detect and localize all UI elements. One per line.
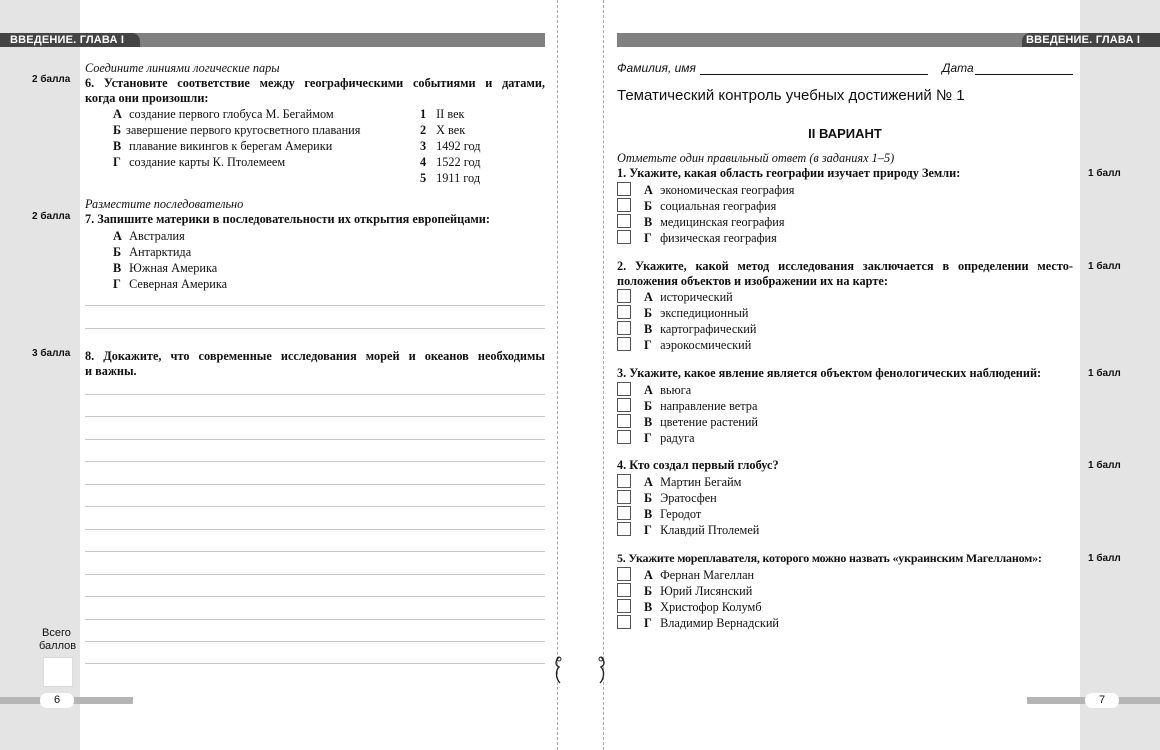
- question-6-title-line2: когда они произошли:: [85, 91, 209, 105]
- question-8-title-line2: и важны.: [85, 364, 137, 378]
- q2-option-b: Б экспедиционный: [644, 306, 749, 320]
- answer-checkbox[interactable]: [617, 567, 631, 581]
- answer-line[interactable]: [85, 596, 545, 597]
- q1-option-c: В медицинская география: [644, 215, 785, 229]
- q6-date-3: 3 1492 год: [420, 139, 481, 153]
- q2-option-d: Г аэрокосмический: [644, 338, 752, 352]
- question-7-title: 7. Запишите материки в последовательности их открытия европейцами:: [85, 212, 490, 226]
- answer-checkbox[interactable]: [617, 599, 631, 613]
- q4-option-b: Б Эратосфен: [644, 491, 717, 505]
- score-q8: 3 балла: [32, 348, 71, 359]
- answer-checkbox[interactable]: [617, 230, 631, 244]
- q6-date-5: 5 1911 год: [420, 171, 481, 185]
- question-1-title: 1. Укажите, какая область географии изучает природу Земли:: [617, 166, 961, 180]
- answer-line[interactable]: [85, 506, 545, 507]
- q6-date-4: 4 1522 год: [420, 155, 481, 169]
- header-title-left: ВВЕДЕНИЕ. ГЛАВА I: [10, 34, 125, 46]
- scissors-icon: [552, 655, 566, 685]
- page-number-right: 7: [1085, 693, 1119, 708]
- q4-option-d: Г Клавдий Птолемей: [644, 523, 760, 537]
- answer-checkbox[interactable]: [617, 337, 631, 351]
- question-3-title: 3. Укажите, какое явление является объектом фенологических наблюдений:: [617, 366, 1042, 380]
- q6-date-2: 2 X век: [420, 123, 466, 137]
- q5-option-a: А Фернан Магеллан: [644, 568, 755, 582]
- total-score-box[interactable]: [43, 657, 73, 687]
- header-title-right: ВВЕДЕНИЕ. ГЛАВА I: [1026, 34, 1141, 46]
- answer-checkbox[interactable]: [617, 182, 631, 196]
- q5-option-c: В Христофор Колумб: [644, 600, 762, 614]
- date-label: Дата: [942, 61, 974, 75]
- answer-checkbox[interactable]: [617, 414, 631, 428]
- answer-checkbox[interactable]: [617, 214, 631, 228]
- answer-line[interactable]: [85, 439, 545, 440]
- q3-option-a: А вьюга: [644, 383, 692, 397]
- answer-checkbox[interactable]: [617, 398, 631, 412]
- answer-checkbox[interactable]: [617, 289, 631, 303]
- page-number-left: 6: [40, 693, 74, 708]
- total-label-line2: баллов: [39, 640, 77, 652]
- answer-line[interactable]: [85, 461, 545, 462]
- q6-event-b: Б завершение первого кругосветного плавания: [113, 123, 361, 137]
- q4-option-a: А Мартин Бегайм: [644, 475, 742, 489]
- q3-option-c: В цветение растений: [644, 415, 759, 429]
- instruction-main: Отметьте один правильный ответ (в заданиях 1–5): [617, 151, 895, 165]
- q3-option-b: Б направление ветра: [644, 399, 758, 413]
- q4-option-c: В Геродот: [644, 507, 702, 521]
- score-q7: 2 балла: [32, 211, 71, 222]
- q6-event-d: Г создание карты К. Птолемеем: [113, 155, 286, 169]
- question-4-title: 4. Кто создал первый глобус?: [617, 458, 779, 472]
- question-2-title-line1: 2. Укажите, какой метод исследования заключается в определении место-: [617, 259, 1073, 273]
- q1-option-d: Г физическая география: [644, 231, 777, 245]
- score-q5: 1 балл: [1088, 553, 1121, 564]
- answer-line[interactable]: [85, 328, 545, 329]
- question-5-title: 5. Укажите мореплавателя, которого можно назвать «украинским Магелланом»:: [617, 551, 1042, 565]
- answer-checkbox[interactable]: [617, 522, 631, 536]
- question-2-title-line2: положения объектов и изображении их на карте:: [617, 274, 888, 288]
- answer-checkbox[interactable]: [617, 305, 631, 319]
- q3-option-d: Г радуга: [644, 431, 695, 445]
- test-title: Тематический контроль учебных достижений № 1: [617, 87, 965, 104]
- q7-option-c: В Южная Америка: [113, 261, 218, 275]
- scissors-icon: [594, 655, 608, 685]
- answer-line[interactable]: [85, 394, 545, 395]
- fold-line-right: [603, 0, 604, 750]
- answer-checkbox[interactable]: [617, 615, 631, 629]
- answer-checkbox[interactable]: [617, 490, 631, 504]
- answer-line[interactable]: [85, 619, 545, 620]
- q7-option-d: Г Северная Америка: [113, 277, 228, 291]
- answer-checkbox[interactable]: [617, 506, 631, 520]
- score-q2: 1 балл: [1088, 261, 1121, 272]
- fold-line-left: [557, 0, 558, 750]
- variant-title: II ВАРИАНТ: [808, 126, 882, 141]
- score-q3: 1 балл: [1088, 368, 1121, 379]
- total-label-line1: Всего: [42, 627, 71, 639]
- answer-checkbox[interactable]: [617, 583, 631, 597]
- answer-checkbox[interactable]: [617, 430, 631, 444]
- name-label: Фамилия, имя: [617, 61, 696, 75]
- answer-checkbox[interactable]: [617, 198, 631, 212]
- q6-event-a: А создание первого глобуса М. Бегаймом: [113, 107, 334, 121]
- score-q4: 1 балл: [1088, 460, 1121, 471]
- question-8-title-line1: 8. Докажите, что современные исследования морей и океанов необходимы: [85, 349, 545, 363]
- q1-option-b: Б социальная география: [644, 199, 777, 213]
- q7-option-b: Б Антарктида: [113, 245, 192, 259]
- question-6-title-line1: 6. Установите соответствие между географическими событиями и датами,: [85, 76, 545, 90]
- score-q1: 1 балл: [1088, 168, 1121, 179]
- answer-checkbox[interactable]: [617, 474, 631, 488]
- q6-event-c: В плавание викингов к берегам Америки: [113, 139, 333, 153]
- answer-checkbox[interactable]: [617, 382, 631, 396]
- answer-line[interactable]: [85, 529, 545, 530]
- q1-option-a: А экономическая география: [644, 183, 795, 197]
- answer-line[interactable]: [85, 574, 545, 575]
- score-q6: 2 балла: [32, 74, 71, 85]
- q7-option-a: А Австралия: [113, 229, 185, 243]
- answer-line[interactable]: [85, 663, 545, 664]
- q2-option-a: А исторический: [644, 290, 733, 304]
- q5-option-d: Г Владимир Вернадский: [644, 616, 779, 630]
- q6-date-1: 1 II век: [420, 107, 465, 121]
- instruction-q7: Разместите последовательно: [85, 197, 244, 211]
- name-field[interactable]: [700, 74, 928, 75]
- answer-line[interactable]: [85, 305, 545, 306]
- q2-option-c: В картографический: [644, 322, 757, 336]
- q5-option-b: Б Юрий Лисянский: [644, 584, 753, 598]
- instruction-q6: Соедините линиями логические пары: [85, 61, 280, 75]
- answer-checkbox[interactable]: [617, 321, 631, 335]
- answer-line[interactable]: [85, 484, 545, 485]
- answer-line[interactable]: [85, 641, 545, 642]
- answer-line[interactable]: [85, 416, 545, 417]
- answer-line[interactable]: [85, 551, 545, 552]
- date-field[interactable]: [975, 74, 1073, 75]
